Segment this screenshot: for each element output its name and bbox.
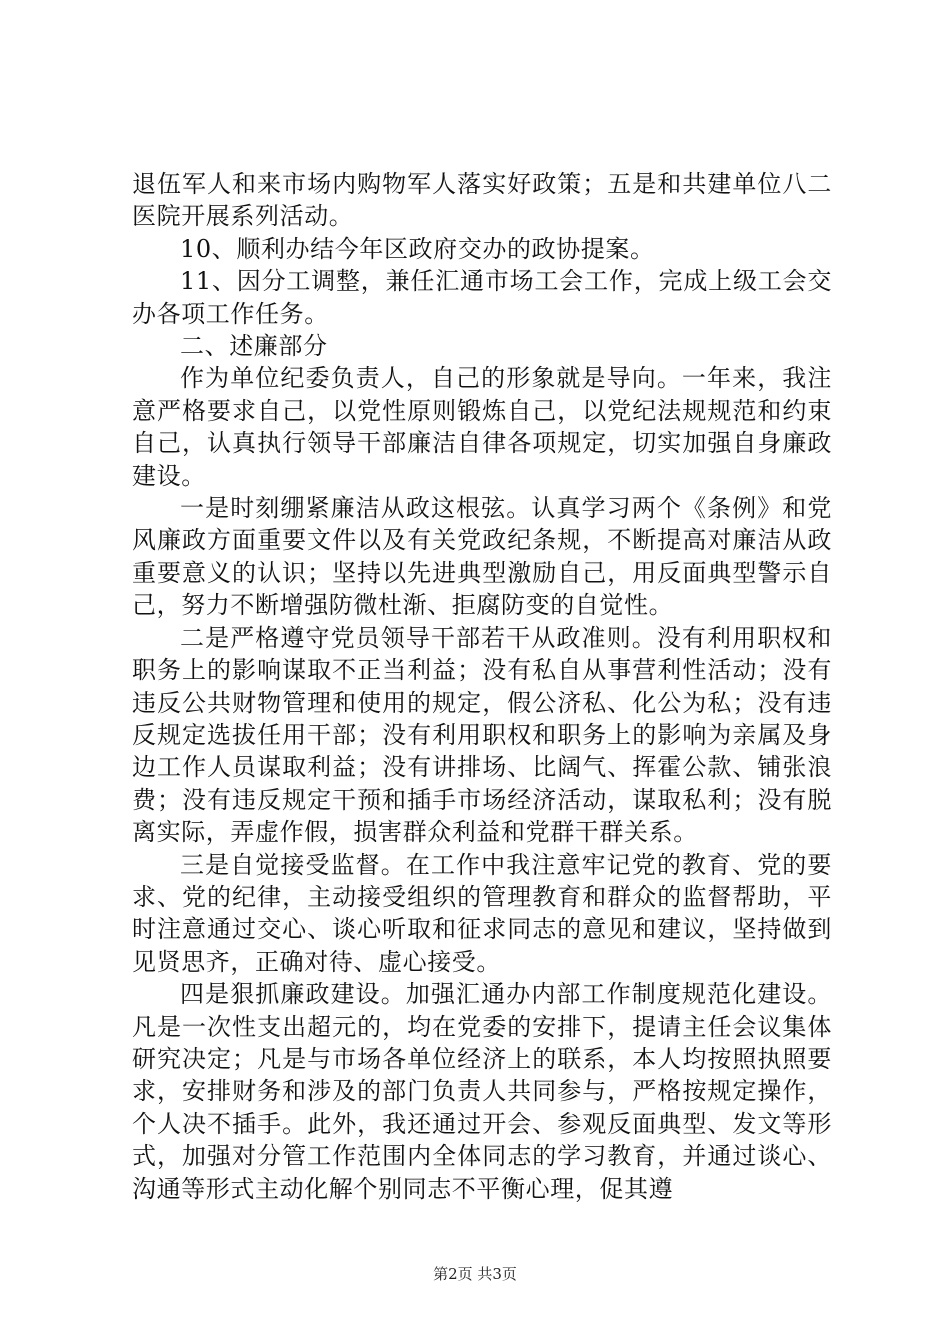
paragraph: 作为单位纪委负责人，自己的形象就是导向。一年来，我注意严格要求自己，以党性原则锻炼自己，以党纪法规规范和约束自己，认真执行领导干部廉洁自律各项规定，切实加强自身廉政建设。 [132, 364, 832, 490]
page-number-footer: 第2页 共3页 [433, 1265, 517, 1283]
paragraph: 11、因分工调整，兼任汇通市场工会工作，完成上级工会交办各项工作任务。 [132, 267, 832, 328]
paragraph: 三是自觉接受监督。在工作中我注意牢记党的教育、党的要求、党的纪律，主动接受组织的管理教育和群众的监督帮助，平时注意通过交心、谈心听取和征求同志的意见和建议，坚持做到见贤思齐，正确对待、虚心接受。 [132, 850, 832, 976]
paragraph: 一是时刻绷紧廉洁从政这根弦。认真学习两个《条例》和党风廉政方面重要文件以及有关党政纪条规，不断提高对廉洁从政重要意义的认识；坚持以先进典型激励自己，用反面典型警示自己，努力不断增强防微杜渐、拒腐防变的自觉性。 [132, 494, 832, 620]
paragraph: 二是严格遵守党员领导干部若干从政准则。没有利用职权和职务上的影响谋取不正当利益；没有私自从事营利性活动；没有违反公共财物管理和使用的规定，假公济私、化公为私；没有违反规定选拔任用干部；没有利用职权和职务上的影响为亲属及身边工作人员谋取利益；没有讲排场、比阔气、挥霍公款、铺张浪费；没有违反规定干预和插手市场经济活动，谋取私利；没有脱离实际，弄虚作假，损害群众利益和党群干群关系。 [132, 623, 832, 847]
document-body [132, 168, 832, 1205]
section-heading: 二、述廉部分 [180, 332, 328, 361]
paragraph: 退伍军人和来市场内购物军人落实好政策；五是和共建单位八二医院开展系列活动。 [132, 170, 832, 231]
paragraph: 四是狠抓廉政建设。加强汇通办内部工作制度规范化建设。凡是一次性支出超元的，均在党委的安排下，提请主任会议集体研究决定；凡是与市场各单位经济上的联系，本人均按照执照要求，安排财务和涉及的部门负责人共同参与，严格按规定操作，个人决不插手。此外，我还通过开会、参观反面典型、发文等形式，加强对分管工作范围内全体同志的学习教育，并通过谈心、沟通等形式主动化解个别同志不平衡心理，促其遵 [132, 980, 832, 1203]
paragraph: 10、顺利办结今年区政府交办的政协提案。 [180, 234, 655, 263]
